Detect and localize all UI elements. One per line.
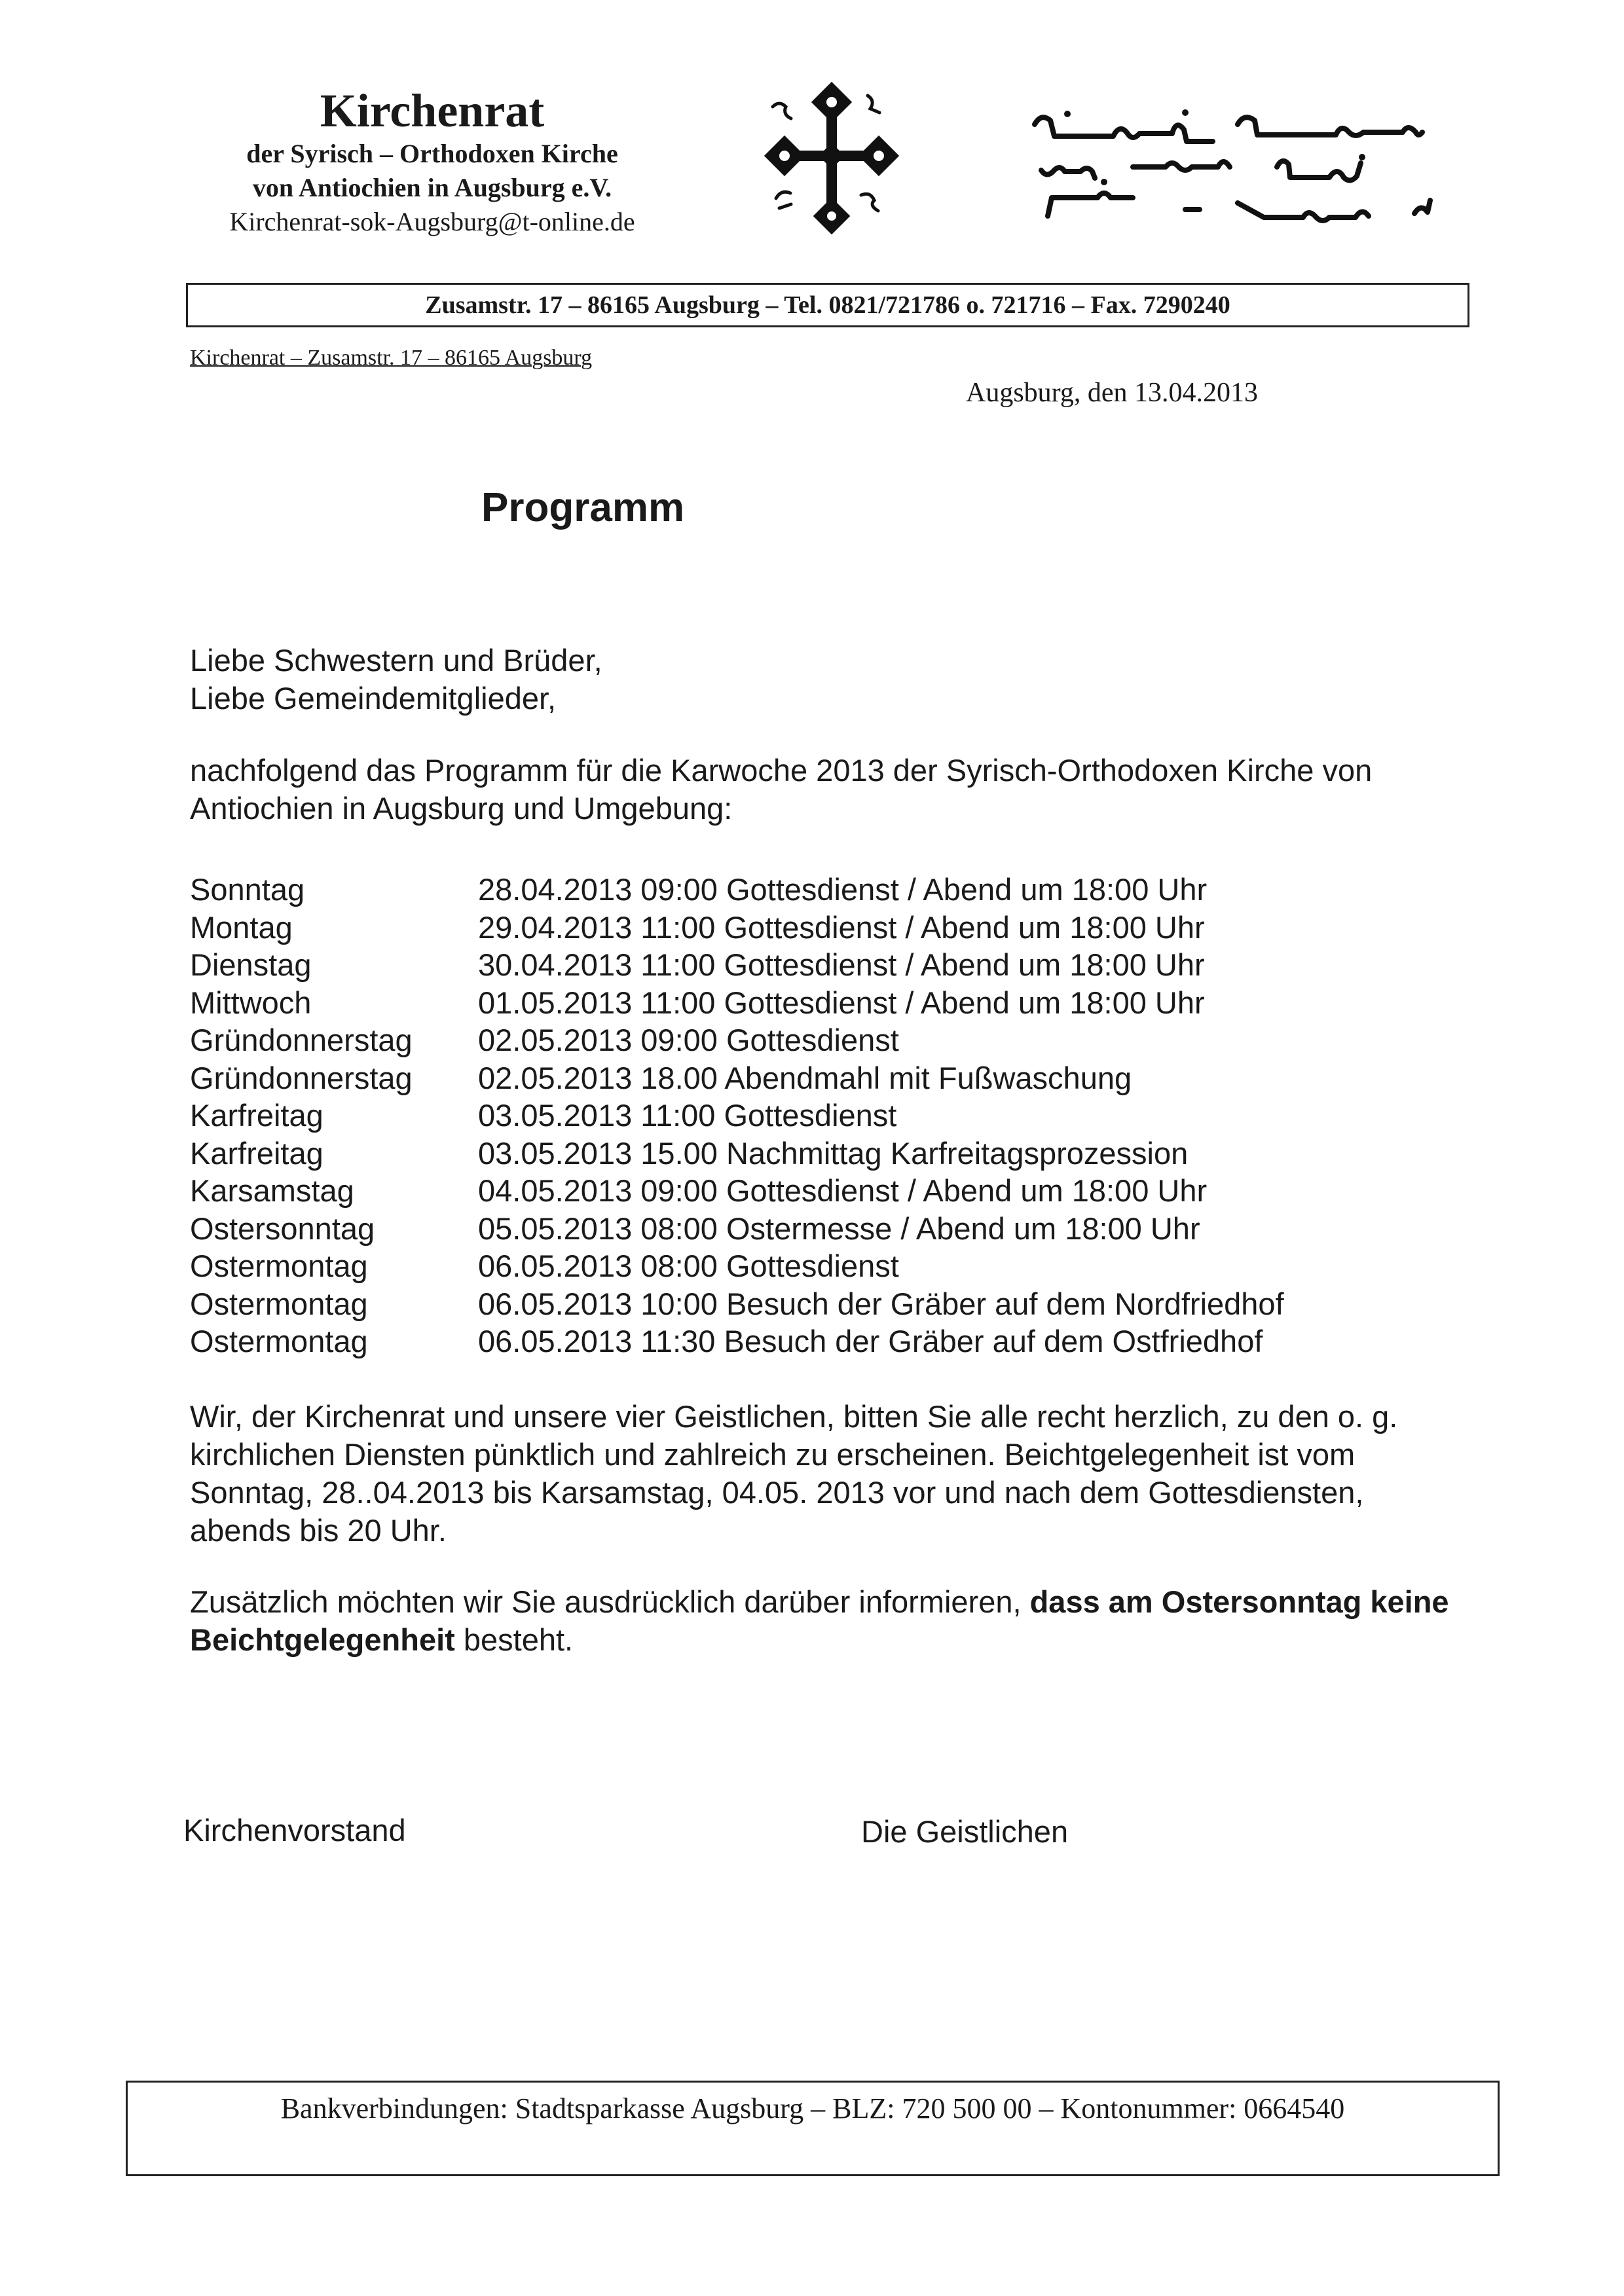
sender-return-address: Kirchenrat – Zusamstr. 17 – 86165 Augsburg <box>190 346 593 370</box>
schedule-row <box>190 909 1284 947</box>
schedule-day: Mittwoch <box>190 985 312 1020</box>
org-line-2: von Antiochien in Augsburg e.V. <box>252 173 612 203</box>
signature-clergy: Die Geistlichen <box>861 1814 1069 1849</box>
schedule-event: 03.05.2013 15.00 Nachmittag Karfreitagsprozession <box>478 1135 1189 1171</box>
schedule-day: Karsamstag <box>190 1173 354 1208</box>
greeting-line-2: Liebe Gemeindemitglieder, <box>190 681 557 716</box>
schedule-event: 04.05.2013 09:00 Gottesdienst / Abend um 18:00 Uhr <box>478 1173 1208 1208</box>
schedule-row <box>190 946 1284 984</box>
schedule-row <box>190 1135 1284 1173</box>
schedule-row <box>190 871 1284 909</box>
schedule-row <box>190 1285 1284 1323</box>
org-email: Kirchenrat-sok-Augsburg@t-online.de <box>229 207 635 237</box>
closing-paragraph: Wir, der Kirchenrat und unsere vier Geistlichen, bitten Sie alle recht herzlich, zu den o. g. kirchlichen Diensten pünktlich und zahlreich zu erscheinen. Beichtgelegenheit ist vom Sonntag, 28..04.2013 bis Karsamstag, 04.05. 2013 vor und nach dem Gottesdiensten, abends bis 20 Uhr. <box>190 1399 1398 1548</box>
schedule-day: Karfreitag <box>190 1098 323 1133</box>
schedule-day: Ostermontag <box>190 1324 368 1358</box>
signature-church-board: Kirchenvorstand <box>183 1813 406 1848</box>
schedule-row <box>190 1097 1284 1135</box>
schedule-event: 06.05.2013 08:00 Gottesdienst <box>478 1248 899 1283</box>
org-line-1: der Syrisch – Orthodoxen Kirche <box>246 139 618 169</box>
schedule-day: Dienstag <box>190 947 312 982</box>
schedule-event: 06.05.2013 11:30 Besuch der Gräber auf dem Ostfriedhof <box>478 1324 1263 1358</box>
schedule-day: Ostermontag <box>190 1248 368 1283</box>
greeting <box>190 642 602 718</box>
bank-details-box: Bankverbindungen: Stadtsparkasse Augsburg – BLZ: 720 500 00 – Kontonummer: 0664540 <box>126 2081 1500 2176</box>
address-bar: Zusamstr. 17 – 86165 Augsburg – Tel. 0821/721786 o. 721716 – Fax. 7290240 <box>186 283 1469 327</box>
schedule-event: 28.04.2013 09:00 Gottesdienst / Abend um 18:00 Uhr <box>478 872 1208 907</box>
syriac-cross-emblem-icon <box>753 77 910 241</box>
greeting-line-1: Liebe Schwestern und Brüder, <box>190 643 602 678</box>
schedule-day: Karfreitag <box>190 1135 323 1171</box>
schedule-row <box>190 1021 1284 1059</box>
date-line: Augsburg, den 13.04.2013 <box>966 378 1259 408</box>
document-title: Programm <box>481 485 685 530</box>
schedule-event: 06.05.2013 10:00 Besuch der Gräber auf dem Nordfriedhof <box>478 1286 1284 1321</box>
schedule-row <box>190 1059 1284 1097</box>
syriac-script-logo-icon <box>1022 98 1454 242</box>
schedule-row <box>190 1210 1284 1248</box>
schedule-day: Ostermontag <box>190 1286 368 1321</box>
schedule-day: Ostersonntag <box>190 1211 375 1246</box>
schedule-table <box>190 871 1284 1360</box>
org-name: Kirchenrat <box>320 84 545 137</box>
schedule-day: Gründonnerstag <box>190 1060 413 1095</box>
note-bold: dass am Ostersonntag keine Beichtgelegenheit <box>190 1584 1449 1657</box>
schedule-row <box>190 1172 1284 1210</box>
schedule-event: 01.05.2013 11:00 Gottesdienst / Abend um 18:00 Uhr <box>478 985 1205 1020</box>
schedule-event: 30.04.2013 11:00 Gottesdienst / Abend um 18:00 Uhr <box>478 947 1205 982</box>
note-prefix: Zusätzlich möchten wir Sie ausdrücklich darüber informieren, <box>190 1584 1030 1619</box>
schedule-day: Gründonnerstag <box>190 1023 413 1057</box>
schedule-day: Sonntag <box>190 872 305 907</box>
note-paragraph <box>190 1583 1467 1659</box>
schedule-row <box>190 1322 1284 1360</box>
schedule-event: 29.04.2013 11:00 Gottesdienst / Abend um 18:00 Uhr <box>478 909 1205 945</box>
schedule-event: 03.05.2013 11:00 Gottesdienst <box>478 1098 897 1133</box>
schedule-event: 02.05.2013 09:00 Gottesdienst <box>478 1023 899 1057</box>
schedule-row <box>190 1247 1284 1285</box>
schedule-day: Montag <box>190 909 293 945</box>
intro-paragraph: nachfolgend das Programm für die Karwoche 2013 der Syrisch-Orthodoxen Kirche von Antiochien in Augsburg und Umgebung: <box>190 753 1373 826</box>
note-suffix: besteht. <box>454 1622 574 1657</box>
schedule-event: 05.05.2013 08:00 Ostermesse / Abend um 18:00 Uhr <box>478 1211 1200 1246</box>
letterhead-org-block <box>196 85 668 239</box>
schedule-row <box>190 984 1284 1022</box>
schedule-event: 02.05.2013 18.00 Abendmahl mit Fußwaschung <box>478 1060 1132 1095</box>
